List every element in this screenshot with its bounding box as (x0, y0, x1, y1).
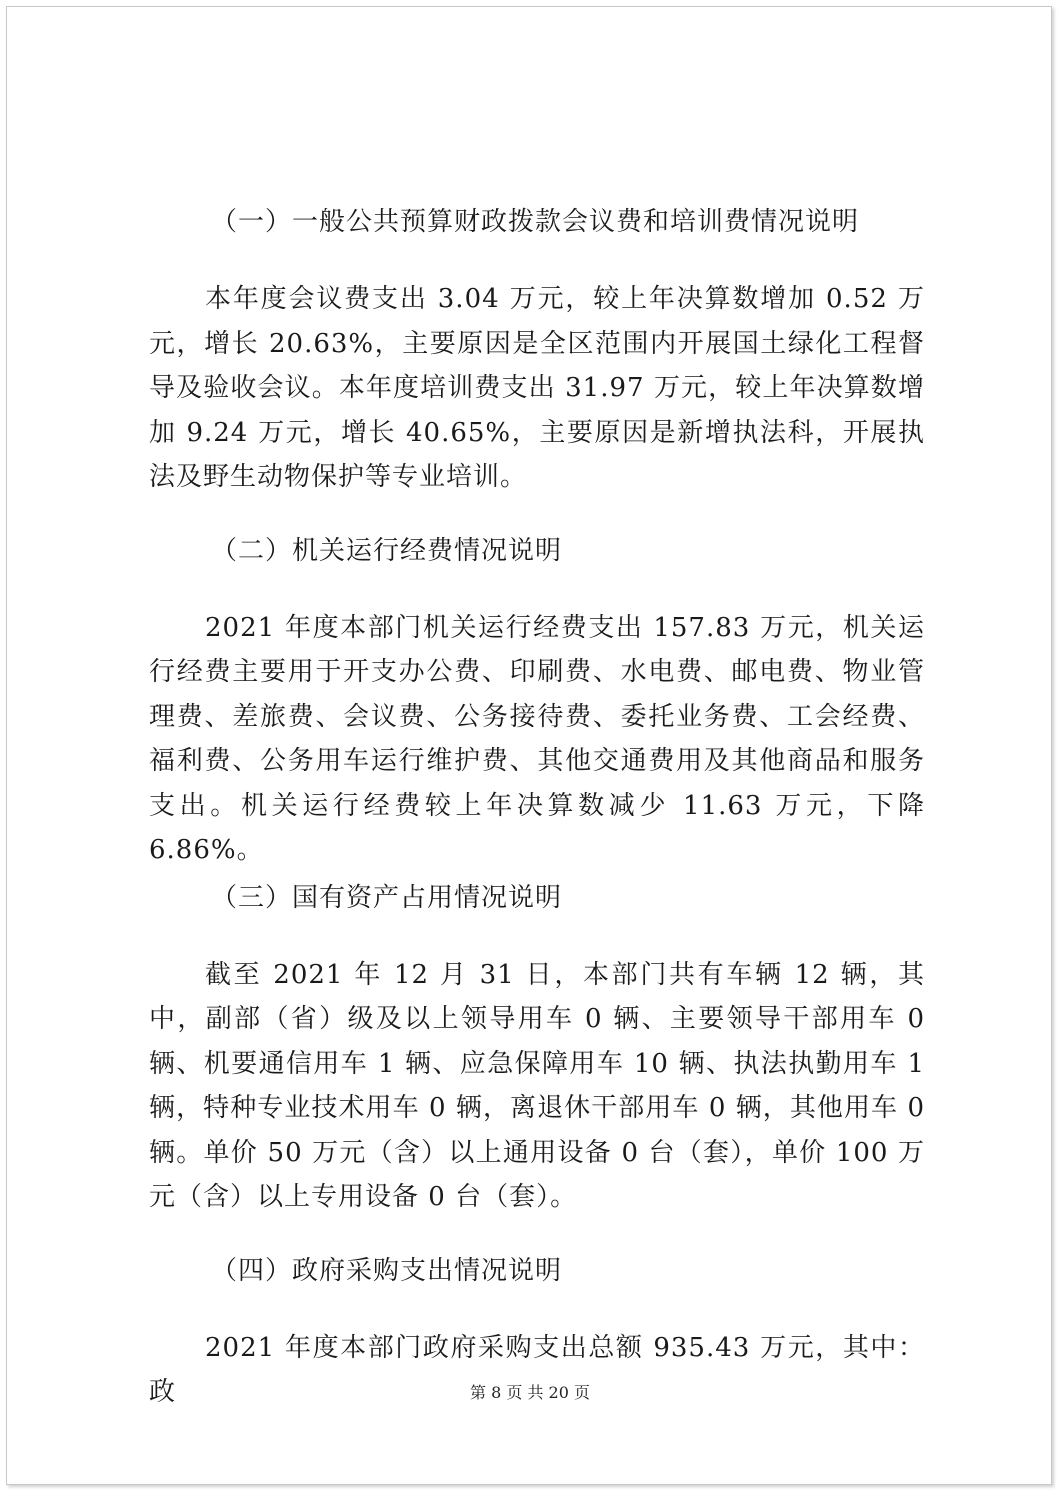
section-2-body: 2021 年度本部门机关运行经费支出 157.83 万元，机关运行经费主要用于开支办公费、印刷费、水电费、邮电费、物业管理费、差旅费、会议费、公务接待费、委托业务费、工会经费、福利费、公务用车运行维护费、其他交通费用及其他商品和服务支出。机关运行经费较上年决算数减少 11.63 万元，下降 6.86%。 (149, 612, 925, 865)
section-1-heading: （一）一般公共预算财政拨款会议费和培训费情况说明 (211, 207, 860, 237)
page-number-footer: 第 8 页 共 20 页 (470, 1383, 590, 1402)
section-4-heading: （四）政府采购支出情况说明 (211, 1255, 563, 1286)
section-3-heading: （三）国有资产占用情况说明 (211, 882, 563, 913)
section-1-body: 本年度会议费支出 3.04 万元，较上年决算数增加 0.52 万元，增长 20.63%，主要原因是全区范围内开展国土绿化工程督导及验收会议。本年度培训费支出 31.97 万元，较上年决算数增加 9.24 万元，增长 40.65%，主要原因是新增执法科，开展执法及野生动物保护等专业培训。 (149, 284, 925, 492)
page-content (149, 199, 925, 1415)
document-page (6, 6, 1052, 1485)
section-4-body: 2021 年度本部门政府采购支出总额 935.43 万元，其中：政 (149, 1332, 925, 1407)
section-2-heading: （二）机关运行经费情况说明 (211, 535, 563, 566)
section-3-body: 截至 2021 年 12 月 31 日，本部门共有车辆 12 辆，其中，副部（省）级及以上领导用车 0 辆、主要领导干部用车 0 辆、机要通信用车 1 辆、应急保障用车 10 辆、执法执勤用车 1 辆，特种专业技术用车 0 辆，离退休干部用车 0 辆，其他用车 0 辆。单价 50 万元（含）以上通用设备 0 台（套），单价 100 万元（含）以上专用设备 0 台（套）。 (149, 959, 925, 1212)
